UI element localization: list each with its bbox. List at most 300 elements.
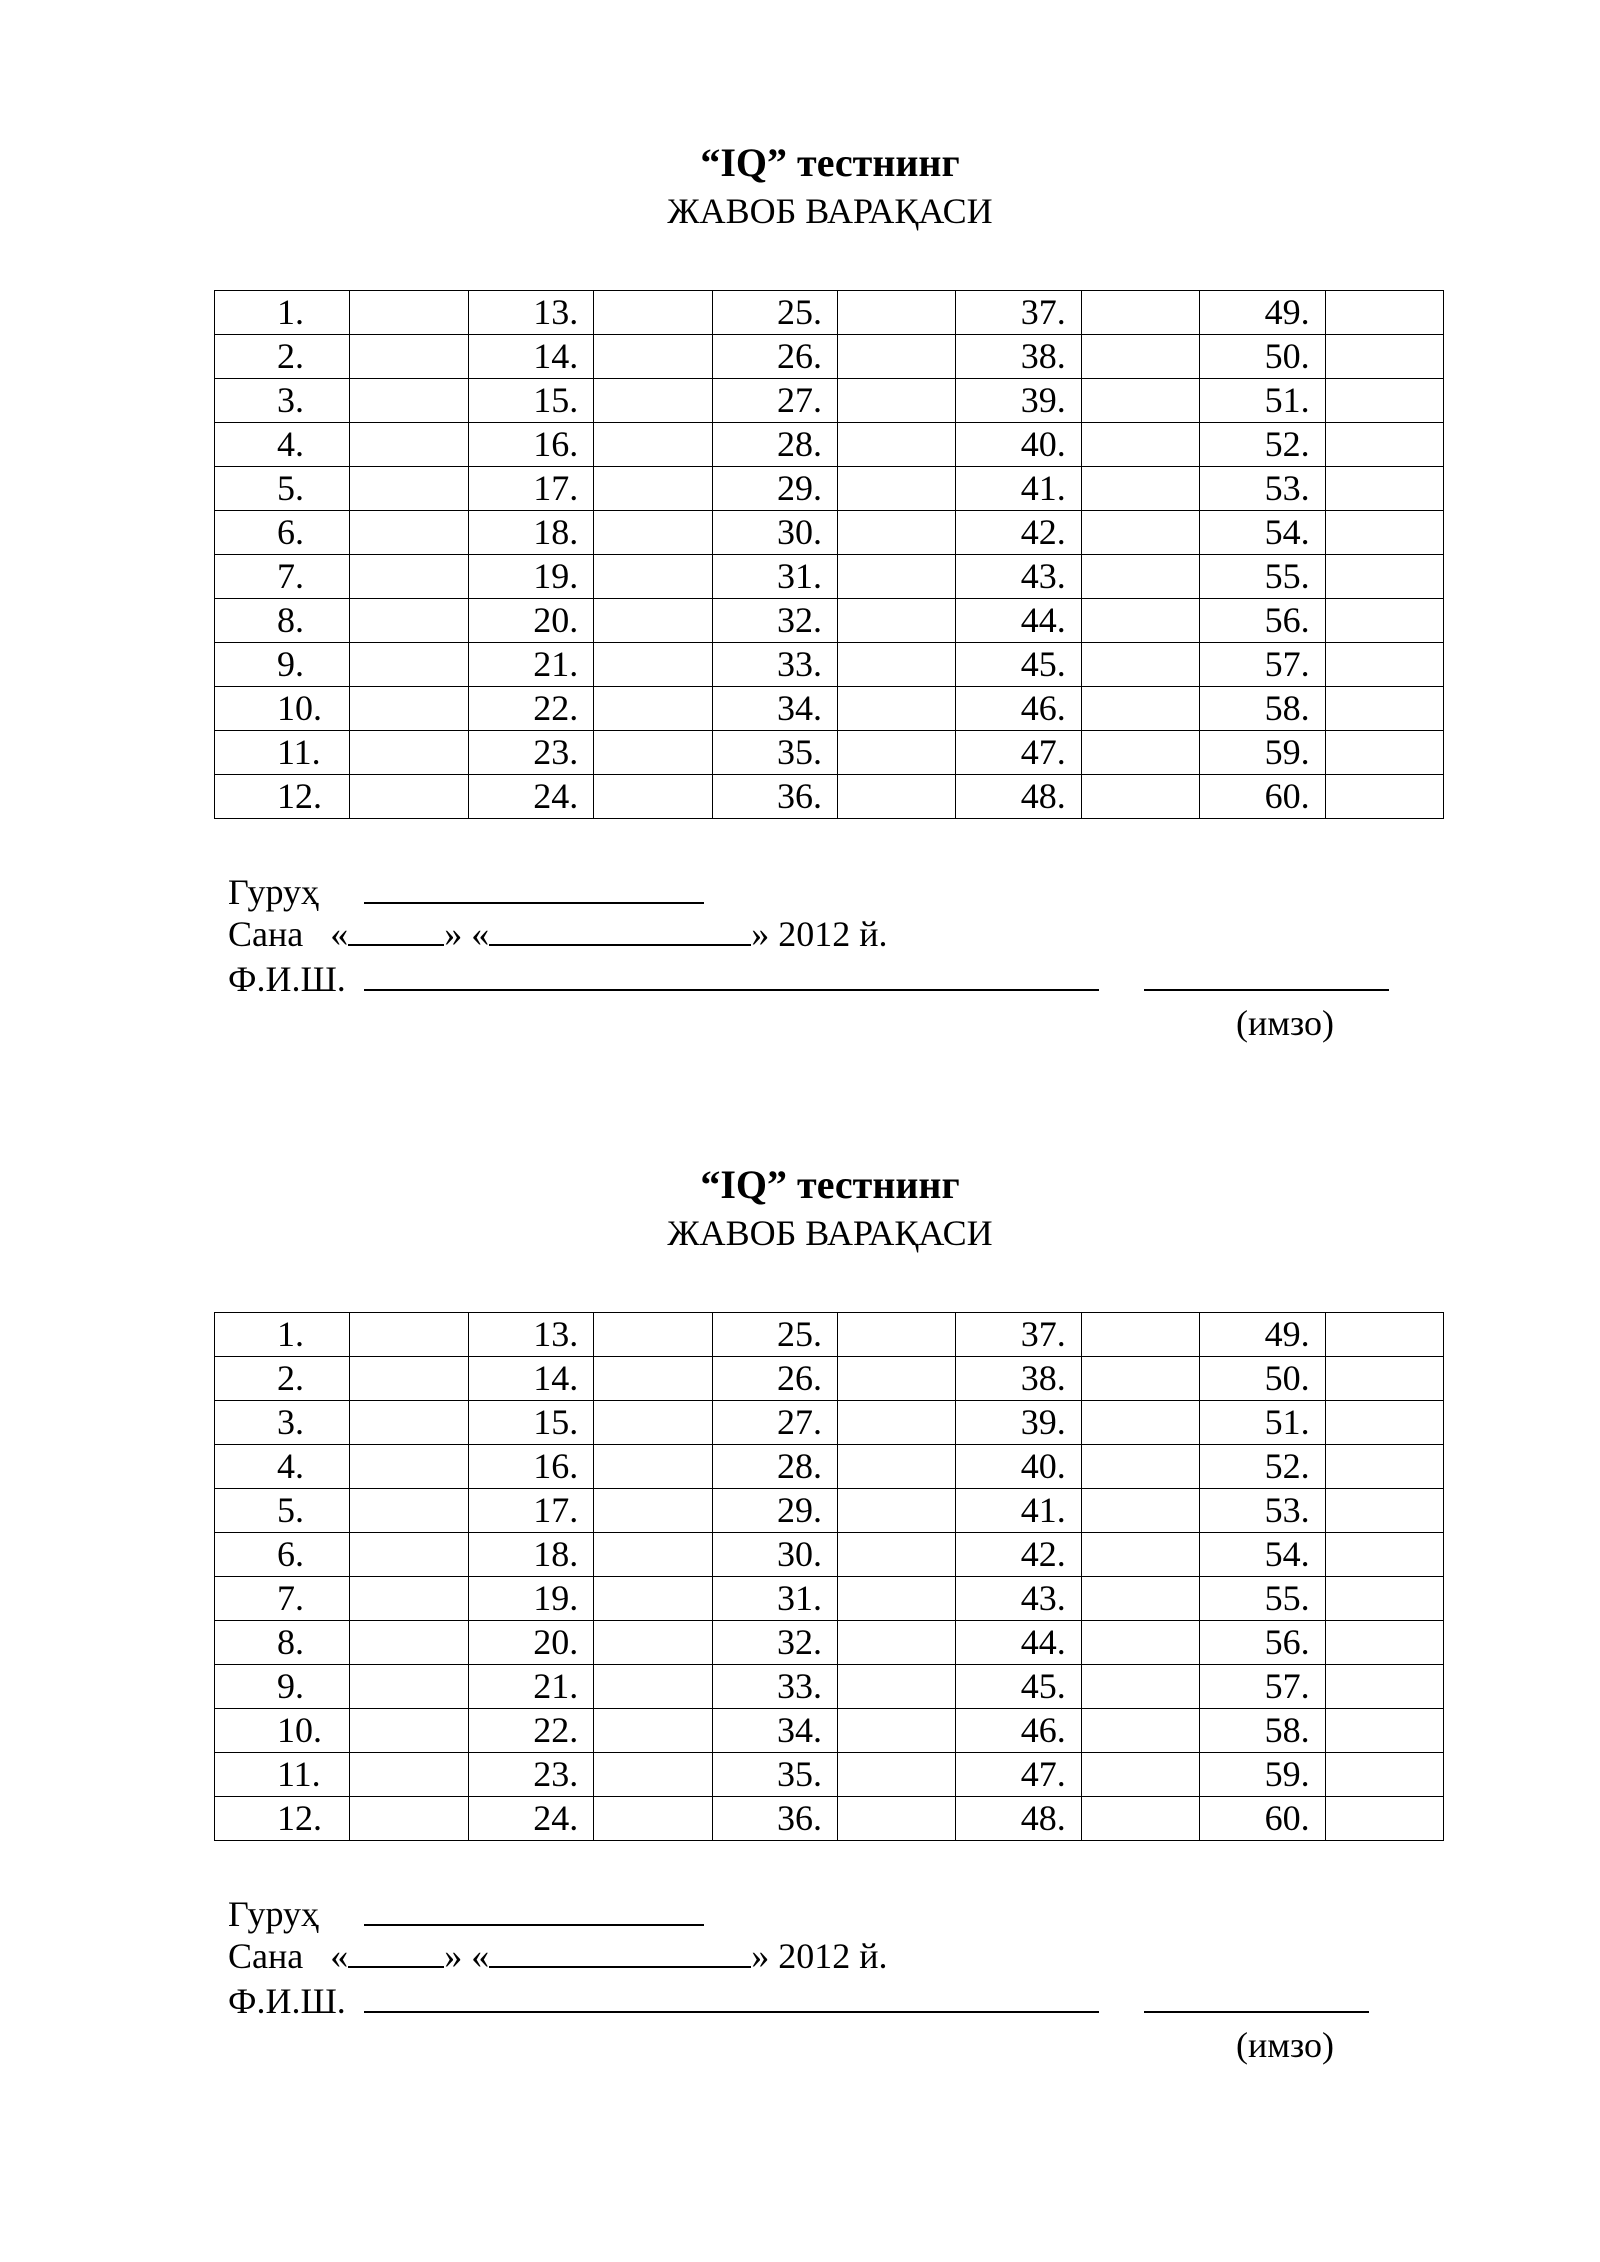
answer-cell[interactable]: [1325, 775, 1443, 819]
answer-cell[interactable]: [1081, 1533, 1199, 1577]
question-number: 5.: [215, 467, 350, 511]
answer-cell[interactable]: [838, 1709, 956, 1753]
answer-cell[interactable]: [1081, 1445, 1199, 1489]
question-number: 57.: [1200, 1665, 1325, 1709]
answer-cell[interactable]: [1325, 1797, 1443, 1841]
question-number: 35.: [712, 731, 837, 775]
answer-cell[interactable]: [1081, 555, 1199, 599]
answer-cell[interactable]: [350, 1753, 468, 1797]
question-number: 8.: [215, 599, 350, 643]
answer-cell[interactable]: [838, 467, 956, 511]
answer-cell[interactable]: [594, 1313, 712, 1357]
answer-cell[interactable]: [350, 467, 468, 511]
question-number: 48.: [956, 775, 1081, 819]
name-label: Ф.И.Ш.: [228, 959, 346, 999]
table-row: [215, 1753, 1444, 1797]
answer-table-body: [215, 1313, 1444, 1841]
answer-cell[interactable]: [350, 291, 468, 335]
answer-cell[interactable]: [594, 1357, 712, 1401]
answer-cell[interactable]: [350, 1445, 468, 1489]
question-number: 36.: [712, 1797, 837, 1841]
question-number: 17.: [468, 467, 593, 511]
answer-cell[interactable]: [350, 1401, 468, 1445]
question-number: 40.: [956, 1445, 1081, 1489]
group-label: Гуруҳ: [228, 872, 319, 912]
answer-cell[interactable]: [350, 423, 468, 467]
answer-cell[interactable]: [594, 1445, 712, 1489]
question-number: 46.: [956, 687, 1081, 731]
question-number: 10.: [215, 687, 350, 731]
name-blank[interactable]: [364, 1977, 1099, 2013]
answer-cell[interactable]: [838, 1489, 956, 1533]
question-number: 23.: [468, 1753, 593, 1797]
answer-cell[interactable]: [594, 1665, 712, 1709]
question-number: 53.: [1200, 467, 1325, 511]
table-row: [215, 1445, 1444, 1489]
answer-cell[interactable]: [1081, 643, 1199, 687]
table-row: [215, 1357, 1444, 1401]
answer-cell[interactable]: [1081, 731, 1199, 775]
question-number: 6.: [215, 511, 350, 555]
question-number: 36.: [712, 775, 837, 819]
question-number: 20.: [468, 1621, 593, 1665]
answer-cell[interactable]: [594, 335, 712, 379]
question-number: 16.: [468, 423, 593, 467]
question-number: 31.: [712, 555, 837, 599]
date-label: Сана: [228, 914, 304, 954]
group-blank[interactable]: [364, 1890, 704, 1926]
answer-cell[interactable]: [1325, 643, 1443, 687]
answer-cell[interactable]: [838, 1313, 956, 1357]
name-field: [228, 1977, 1369, 2022]
answer-cell[interactable]: [1325, 731, 1443, 775]
table-row: [215, 511, 1444, 555]
answer-cell[interactable]: [1081, 1357, 1199, 1401]
question-number: 4.: [215, 423, 350, 467]
answer-cell[interactable]: [350, 1577, 468, 1621]
question-number: 26.: [712, 1357, 837, 1401]
question-number: 50.: [1200, 335, 1325, 379]
date-open-quote: «: [330, 1936, 349, 1976]
answer-cell[interactable]: [838, 511, 956, 555]
answer-cell[interactable]: [594, 379, 712, 423]
question-number: 59.: [1200, 731, 1325, 775]
table-row: [215, 1489, 1444, 1533]
answer-cell[interactable]: [594, 1621, 712, 1665]
answer-cell[interactable]: [1081, 1401, 1199, 1445]
answer-cell[interactable]: [838, 599, 956, 643]
answer-cell[interactable]: [838, 335, 956, 379]
answer-cell[interactable]: [838, 1357, 956, 1401]
table-row: [215, 687, 1444, 731]
question-number: 17.: [468, 1489, 593, 1533]
answer-cell[interactable]: [1325, 1709, 1443, 1753]
date-day-blank[interactable]: [348, 1932, 444, 1968]
table-row: [215, 423, 1444, 467]
answer-cell[interactable]: [350, 555, 468, 599]
answer-cell[interactable]: [1081, 1753, 1199, 1797]
answer-cell[interactable]: [350, 1313, 468, 1357]
answer-cell[interactable]: [594, 643, 712, 687]
answer-cell[interactable]: [1081, 379, 1199, 423]
answer-cell[interactable]: [838, 1797, 956, 1841]
question-number: 12.: [215, 775, 350, 819]
answer-cell[interactable]: [350, 1357, 468, 1401]
question-number: 8.: [215, 1621, 350, 1665]
question-number: 58.: [1200, 1709, 1325, 1753]
table-row: [215, 775, 1444, 819]
question-number: 42.: [956, 511, 1081, 555]
question-number: 55.: [1200, 1577, 1325, 1621]
answer-cell[interactable]: [1325, 555, 1443, 599]
answer-cell[interactable]: [350, 511, 468, 555]
date-mid-quote: » «: [444, 914, 490, 954]
date-month-blank[interactable]: [489, 910, 751, 946]
answer-cell[interactable]: [594, 423, 712, 467]
sheet-subtitle: ЖАВОБ ВАРАҚАСИ: [667, 1213, 993, 1253]
answer-cell[interactable]: [594, 599, 712, 643]
answer-cell[interactable]: [1325, 423, 1443, 467]
answer-cell[interactable]: [838, 1445, 956, 1489]
table-row: [215, 643, 1444, 687]
answer-cell[interactable]: [594, 1753, 712, 1797]
question-number: 41.: [956, 1489, 1081, 1533]
name-label: Ф.И.Ш.: [228, 1981, 346, 2021]
question-number: 47.: [956, 1753, 1081, 1797]
question-number: 35.: [712, 1753, 837, 1797]
question-number: 48.: [956, 1797, 1081, 1841]
answer-cell[interactable]: [838, 423, 956, 467]
answer-cell[interactable]: [838, 1401, 956, 1445]
question-number: 27.: [712, 1401, 837, 1445]
question-number: 3.: [215, 379, 350, 423]
question-number: 32.: [712, 1621, 837, 1665]
date-open-quote: «: [330, 914, 349, 954]
question-number: 41.: [956, 467, 1081, 511]
question-number: 4.: [215, 1445, 350, 1489]
question-number: 44.: [956, 599, 1081, 643]
name-blank[interactable]: [364, 955, 1099, 991]
table-row: [215, 335, 1444, 379]
question-number: 46.: [956, 1709, 1081, 1753]
question-number: 15.: [468, 1401, 593, 1445]
answer-cell[interactable]: [1081, 687, 1199, 731]
signature-caption: (имзо): [1236, 1003, 1335, 1043]
answer-cell[interactable]: [1081, 1709, 1199, 1753]
question-number: 3.: [215, 1401, 350, 1445]
table-row: [215, 731, 1444, 775]
question-number: 45.: [956, 643, 1081, 687]
question-number: 55.: [1200, 555, 1325, 599]
answer-cell[interactable]: [838, 1577, 956, 1621]
question-number: 38.: [956, 335, 1081, 379]
answer-table: [214, 290, 1444, 819]
question-number: 54.: [1200, 1533, 1325, 1577]
question-number: 31.: [712, 1577, 837, 1621]
answer-cell[interactable]: [838, 1753, 956, 1797]
answer-cell[interactable]: [1325, 1357, 1443, 1401]
answer-cell[interactable]: [1325, 599, 1443, 643]
date-label: Сана: [228, 1936, 304, 1976]
answer-cell[interactable]: [594, 1401, 712, 1445]
question-number: 18.: [468, 1533, 593, 1577]
question-number: 24.: [468, 1797, 593, 1841]
question-number: 33.: [712, 643, 837, 687]
question-number: 33.: [712, 1665, 837, 1709]
answer-cell[interactable]: [594, 467, 712, 511]
answer-cell[interactable]: [594, 291, 712, 335]
question-number: 5.: [215, 1489, 350, 1533]
answer-cell[interactable]: [350, 1489, 468, 1533]
question-number: 39.: [956, 1401, 1081, 1445]
question-number: 15.: [468, 379, 593, 423]
question-number: 47.: [956, 731, 1081, 775]
question-number: 32.: [712, 599, 837, 643]
answer-cell[interactable]: [350, 379, 468, 423]
question-number: 1.: [215, 291, 350, 335]
answer-cell[interactable]: [350, 1621, 468, 1665]
question-number: 2.: [215, 1357, 350, 1401]
answer-cell[interactable]: [1081, 1577, 1199, 1621]
answer-cell[interactable]: [1081, 423, 1199, 467]
date-tail: » 2012 й.: [751, 1936, 888, 1976]
answer-cell[interactable]: [838, 1621, 956, 1665]
question-number: 39.: [956, 379, 1081, 423]
name-field: [228, 955, 1389, 1000]
answer-cell[interactable]: [838, 1533, 956, 1577]
answer-cell[interactable]: [350, 1533, 468, 1577]
question-number: 56.: [1200, 599, 1325, 643]
question-number: 51.: [1200, 379, 1325, 423]
answer-cell[interactable]: [1081, 1621, 1199, 1665]
question-number: 34.: [712, 687, 837, 731]
answer-cell[interactable]: [1325, 1489, 1443, 1533]
answer-cell[interactable]: [1325, 687, 1443, 731]
table-row: [215, 1577, 1444, 1621]
question-number: 60.: [1200, 1797, 1325, 1841]
question-number: 13.: [468, 291, 593, 335]
sheet-subtitle: ЖАВОБ ВАРАҚАСИ: [667, 191, 993, 231]
answer-cell[interactable]: [1325, 335, 1443, 379]
question-number: 58.: [1200, 687, 1325, 731]
question-number: 19.: [468, 555, 593, 599]
question-number: 50.: [1200, 1357, 1325, 1401]
answer-cell[interactable]: [350, 335, 468, 379]
table-row: [215, 1709, 1444, 1753]
signature-blank[interactable]: [1144, 1977, 1369, 2013]
question-number: 56.: [1200, 1621, 1325, 1665]
answer-cell[interactable]: [1325, 1313, 1443, 1357]
question-number: 45.: [956, 1665, 1081, 1709]
question-number: 37.: [956, 291, 1081, 335]
answer-cell[interactable]: [350, 1797, 468, 1841]
question-number: 16.: [468, 1445, 593, 1489]
signature-caption: (имзо): [1236, 2025, 1335, 2065]
answer-cell[interactable]: [594, 1533, 712, 1577]
date-field: [228, 910, 888, 955]
answer-cell[interactable]: [594, 1489, 712, 1533]
answer-cell[interactable]: [1325, 1445, 1443, 1489]
table-row: [215, 467, 1444, 511]
answer-cell[interactable]: [350, 599, 468, 643]
answer-cell[interactable]: [1325, 467, 1443, 511]
answer-cell[interactable]: [1081, 335, 1199, 379]
answer-table: [214, 1312, 1444, 1841]
answer-cell[interactable]: [594, 687, 712, 731]
answer-cell[interactable]: [350, 1709, 468, 1753]
question-number: 27.: [712, 379, 837, 423]
question-number: 52.: [1200, 423, 1325, 467]
answer-cell[interactable]: [838, 643, 956, 687]
question-number: 28.: [712, 1445, 837, 1489]
answer-cell[interactable]: [1081, 1797, 1199, 1841]
question-number: 9.: [215, 1665, 350, 1709]
answer-cell[interactable]: [1325, 511, 1443, 555]
answer-cell[interactable]: [838, 291, 956, 335]
answer-cell[interactable]: [1081, 599, 1199, 643]
question-number: 53.: [1200, 1489, 1325, 1533]
answer-cell[interactable]: [1325, 291, 1443, 335]
question-number: 23.: [468, 731, 593, 775]
question-number: 7.: [215, 555, 350, 599]
table-row: [215, 291, 1444, 335]
question-number: 18.: [468, 511, 593, 555]
question-number: 49.: [1200, 1313, 1325, 1357]
answer-cell[interactable]: [1081, 775, 1199, 819]
question-number: 22.: [468, 687, 593, 731]
answer-cell[interactable]: [594, 731, 712, 775]
question-number: 30.: [712, 1533, 837, 1577]
table-row: [215, 1533, 1444, 1577]
question-number: 11.: [215, 731, 350, 775]
table-row: [215, 1797, 1444, 1841]
table-row: [215, 1621, 1444, 1665]
answer-cell[interactable]: [838, 1665, 956, 1709]
answer-cell[interactable]: [350, 775, 468, 819]
question-number: 54.: [1200, 511, 1325, 555]
answer-cell[interactable]: [1325, 1577, 1443, 1621]
question-number: 60.: [1200, 775, 1325, 819]
question-number: 59.: [1200, 1753, 1325, 1797]
answer-cell[interactable]: [1325, 379, 1443, 423]
group-field: [228, 868, 704, 913]
date-month-blank[interactable]: [489, 1932, 751, 1968]
table-row: [215, 1313, 1444, 1357]
answer-cell[interactable]: [1081, 467, 1199, 511]
answer-cell[interactable]: [594, 1577, 712, 1621]
question-number: 28.: [712, 423, 837, 467]
question-number: 6.: [215, 1533, 350, 1577]
question-number: 21.: [468, 1665, 593, 1709]
sheet-title: “IQ” тестнинг: [700, 140, 960, 185]
date-mid-quote: » «: [444, 1936, 490, 1976]
question-number: 11.: [215, 1753, 350, 1797]
answer-cell[interactable]: [350, 731, 468, 775]
question-number: 34.: [712, 1709, 837, 1753]
question-number: 24.: [468, 775, 593, 819]
question-number: 2.: [215, 335, 350, 379]
question-number: 14.: [468, 335, 593, 379]
question-number: 57.: [1200, 643, 1325, 687]
answer-cell[interactable]: [350, 1665, 468, 1709]
answer-cell[interactable]: [838, 687, 956, 731]
answer-cell[interactable]: [1325, 1665, 1443, 1709]
answer-cell[interactable]: [838, 731, 956, 775]
question-number: 42.: [956, 1533, 1081, 1577]
answer-cell[interactable]: [350, 687, 468, 731]
answer-table-body: [215, 291, 1444, 819]
answer-cell[interactable]: [838, 379, 956, 423]
question-number: 22.: [468, 1709, 593, 1753]
answer-cell[interactable]: [1325, 1533, 1443, 1577]
table-row: [215, 555, 1444, 599]
question-number: 7.: [215, 1577, 350, 1621]
signature-blank[interactable]: [1144, 955, 1389, 991]
group-blank[interactable]: [364, 868, 704, 904]
question-number: 51.: [1200, 1401, 1325, 1445]
date-tail: » 2012 й.: [751, 914, 888, 954]
answer-cell[interactable]: [1081, 511, 1199, 555]
sheet-title: “IQ” тестнинг: [700, 1162, 960, 1207]
answer-cell[interactable]: [1081, 1489, 1199, 1533]
answer-cell[interactable]: [350, 643, 468, 687]
date-day-blank[interactable]: [348, 910, 444, 946]
answer-cell[interactable]: [838, 775, 956, 819]
question-number: 25.: [712, 291, 837, 335]
question-number: 21.: [468, 643, 593, 687]
answer-cell[interactable]: [594, 555, 712, 599]
group-field: [228, 1890, 704, 1935]
question-number: 12.: [215, 1797, 350, 1841]
question-number: 52.: [1200, 1445, 1325, 1489]
answer-cell[interactable]: [594, 1709, 712, 1753]
question-number: 29.: [712, 467, 837, 511]
date-field: [228, 1932, 888, 1977]
question-number: 20.: [468, 599, 593, 643]
table-row: [215, 1665, 1444, 1709]
question-number: 13.: [468, 1313, 593, 1357]
answer-cell[interactable]: [594, 511, 712, 555]
question-number: 10.: [215, 1709, 350, 1753]
question-number: 25.: [712, 1313, 837, 1357]
question-number: 38.: [956, 1357, 1081, 1401]
table-row: [215, 1401, 1444, 1445]
answer-cell[interactable]: [1081, 1313, 1199, 1357]
question-number: 49.: [1200, 291, 1325, 335]
question-number: 30.: [712, 511, 837, 555]
group-label: Гуруҳ: [228, 1894, 319, 1934]
table-row: [215, 379, 1444, 423]
answer-cell[interactable]: [1325, 1621, 1443, 1665]
answer-cell[interactable]: [1325, 1401, 1443, 1445]
answer-cell[interactable]: [594, 775, 712, 819]
question-number: 43.: [956, 1577, 1081, 1621]
question-number: 43.: [956, 555, 1081, 599]
question-number: 44.: [956, 1621, 1081, 1665]
question-number: 9.: [215, 643, 350, 687]
question-number: 19.: [468, 1577, 593, 1621]
answer-cell[interactable]: [594, 1797, 712, 1841]
question-number: 29.: [712, 1489, 837, 1533]
question-number: 40.: [956, 423, 1081, 467]
answer-cell[interactable]: [1081, 1665, 1199, 1709]
question-number: 37.: [956, 1313, 1081, 1357]
answer-cell[interactable]: [1081, 291, 1199, 335]
answer-cell[interactable]: [1325, 1753, 1443, 1797]
question-number: 26.: [712, 335, 837, 379]
table-row: [215, 599, 1444, 643]
answer-cell[interactable]: [838, 555, 956, 599]
